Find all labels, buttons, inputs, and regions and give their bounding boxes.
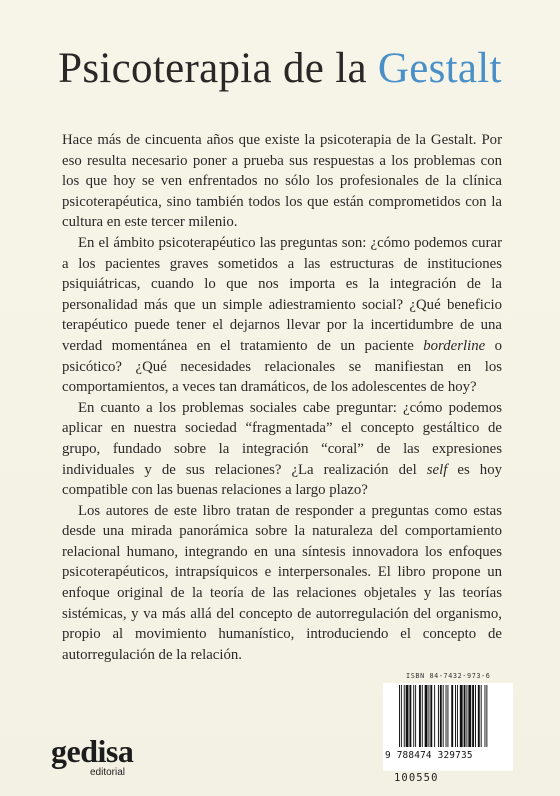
title-accent: Gestalt [377, 45, 502, 92]
isbn-label: ISBN 84-7432-973-6 [406, 672, 491, 680]
book-title [0, 44, 560, 93]
publisher-logo: gedisa [51, 733, 134, 769]
blurb-paragraph-1: Hace más de cincuenta años que existe la psicoterapia de la Gestalt. Por eso resulta necesario poner a prueba sus respuestas a los problemas con los que hoy se ven enfrentados no sólo los profesionales de la clínica psicoterapéutica, sino también todos los que están comprometidos con la cultura en este tercer milenio. [62, 132, 502, 231]
blurb-p2-emphasis: borderline [423, 337, 486, 354]
blurb-paragraph-3 [62, 398, 502, 501]
title-main: Psicoterapia de la [58, 45, 367, 92]
blurb-p3-part-b: es hoy compatible con las buenas relaciones a largo plazo? [62, 461, 502, 499]
blurb-paragraph-2 [62, 233, 502, 398]
blurb-text [62, 130, 502, 665]
blurb-p2-part-a: En el ámbito psicoterapéutico las preguntas son: ¿cómo podemos curar a los pacientes graves sometidos a las estructuras de instituciones psiquiátricas, cuando lo que nos importa es la integración de la personalidad más que un simple adiestramiento social? ¿Qué beneficio terapéutico puede tener el dejarnos llevar por la incertidumbre de una verdad momentánea en el tratamiento de un paciente [62, 234, 502, 354]
blurb-p2-part-b: o psicótico? ¿Qué necesidades relacionales se manifiestan en los comportamientos, a veces tan dramáticos, de los adolescentes de hoy? [62, 337, 502, 396]
catalog-number: 100550 [394, 772, 439, 784]
barcode-digits: 9 788474 329735 [385, 750, 473, 761]
blurb-paragraph-4: Los autores de este libro tratan de responder a preguntas como estas desde una mirada panorámica sobre la naturaleza del comportamiento relacional humano, integrando en una síntesis innovadora los enfoques psicoterapéuticos, intrapsíquicos e interpersonales. El libro propone un enfoque original de la teoría de las relaciones objetales y las teorías sistémicas, y va más allá del concepto de autorregulación del organismo, propio al movimiento humanístico, introduciendo el concepto de autorregulación de la relación. [62, 502, 502, 663]
barcode-icon [399, 685, 511, 747]
blurb-p3-emphasis: self [426, 461, 448, 478]
blurb-p3-part-a: En cuanto a los problemas sociales cabe preguntar: ¿cómo podemos aplicar en nuestra sociedad “fragmentada” el concepto gestáltico de grupo, fundado sobre la integración “coral” de las expresiones individuales y de sus relaciones? ¿La realización del [62, 399, 502, 478]
publisher-sub: editorial [90, 767, 126, 778]
barcode-area [383, 683, 513, 771]
